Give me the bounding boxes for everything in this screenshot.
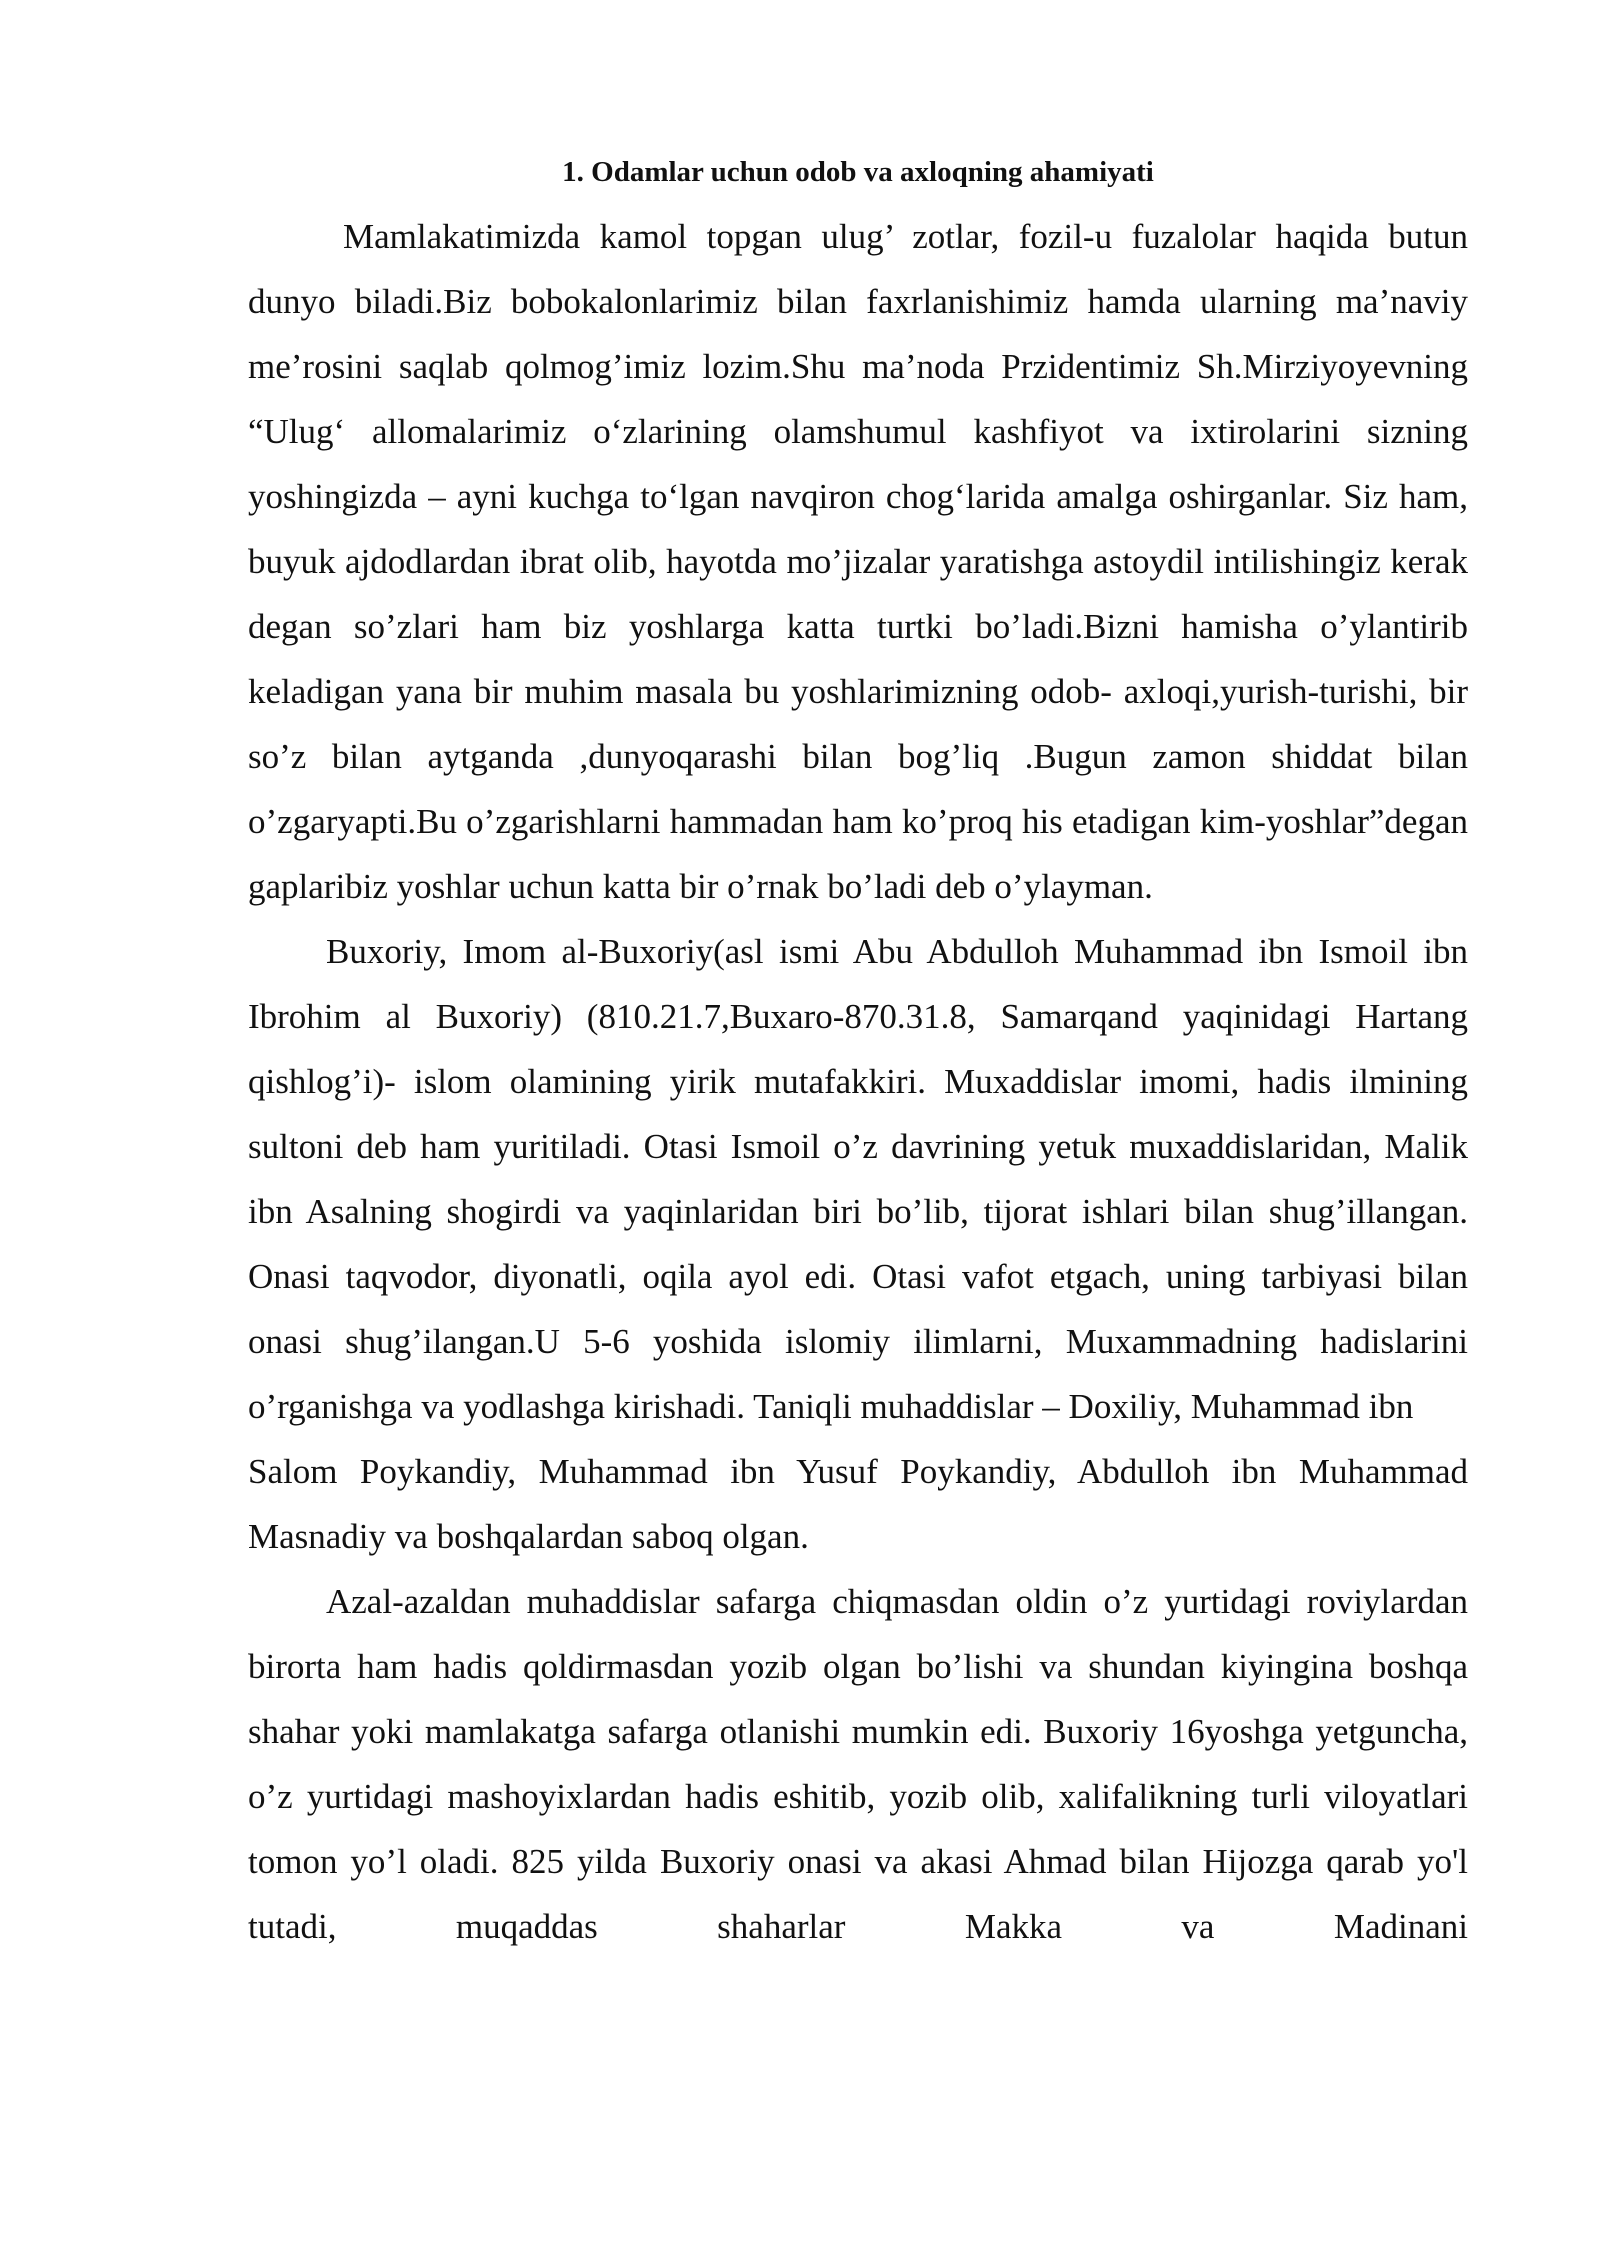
paragraph-travels: Azal-azaldan muhaddislar safarga chiqmasdan oldin o’z yurtidagi roviylardan birorta ham hadis qoldirmasdan yozib olgan bo’lishi va shundan kiyingina boshqa shahar yoki mamlakatga safarga otlanishi mumkin edi. Buxoriy 16yoshga yetguncha, o’z yurtidagi mashoyixlardan hadis eshitib, yozib olib, xalifalikning turli viloyatlari tomon yo’l oladi. 825 yilda Buxoriy onasi va akasi Ahmad bilan Hijozga qarab yo'l tutadi, muqaddas shaharlar Makka va Madinani	[248, 1582, 1468, 1946]
paragraph-buxoriy-teachers: Salom Poykandiy, Muhammad ibn Yusuf Poykandiy, Abdulloh ibn Muhammad Masnadiy va boshqalardan saboq olgan.	[248, 1452, 1468, 1556]
document-body	[248, 148, 1468, 1959]
paragraph-buxoriy-biography: Buxoriy, Imom al-Buxoriy(asl ismi Abu Abdulloh Muhammad ibn Ismoil ibn Ibrohim al Buxoriy) (810.21.7,Buxaro-870.31.8, Samarqand yaqinidagi Hartang qishlog’i)- islom olamining yirik mutafakkiri. Muxaddislar imomi, hadis ilmining sultoni deb ham yuritiladi. Otasi Ismoil o’z davrining yetuk muxaddislaridan, Malik ibn Asalning shogirdi va yaqinlaridan biri bo’lib, tijorat ishlari bilan shug’illangan. Onasi taqvodor, diyonatli, oqila ayol edi. Otasi vafot etgach, uning tarbiyasi bilan onasi shug’ilangan.U 5-6 yoshida islomiy ilimlarni, Muxammadning hadislarini o’rganishga va yodlashga kirishadi. Taniqli muhaddislar – Doxiliy, Muhammad ibn	[248, 932, 1468, 1426]
paragraph-intro: Mamlakatimizda kamol topgan ulug’ zotlar, fozil-u fuzalolar haqida butun dunyo biladi.Biz bobokalonlarimiz bilan faxrlanishimiz hamda ularning ma’naviy me’rosini saqlab qolmog’imiz lozim.Shu ma’noda Przidentimiz Sh.Mirziyoyevning “Ulug‘ allomalarimiz o‘zlarining olamshumul kashfiyot va ixtirolarini sizning yoshingizda – ayni kuchga to‘lgan navqiron chog‘larida amalga oshirganlar. Siz ham, buyuk ajdodlardan ibrat olib, hayotda mo’jizalar yaratishga astoydil intilishingiz kerak degan so’zlari ham biz yoshlarga katta turtki bo’ladi.Bizni hamisha o’ylantirib keladigan yana bir muhim masala bu yoshlarimizning odob- axloqi,yurish-turishi, bir so’z bilan aytganda ,dunyoqarashi bilan bog’liq .Bugun zamon shiddat bilan o’zgaryapti.Bu o’zgarishlarni hammadan ham ko’proq his etadigan kim-yoshlar”degan gaplaribiz yoshlar uchun katta bir o’rnak bo’ladi deb o’ylayman.	[248, 217, 1468, 906]
section-title: 1. Odamlar uchun odob va axloqning ahamiyati	[562, 156, 1154, 188]
